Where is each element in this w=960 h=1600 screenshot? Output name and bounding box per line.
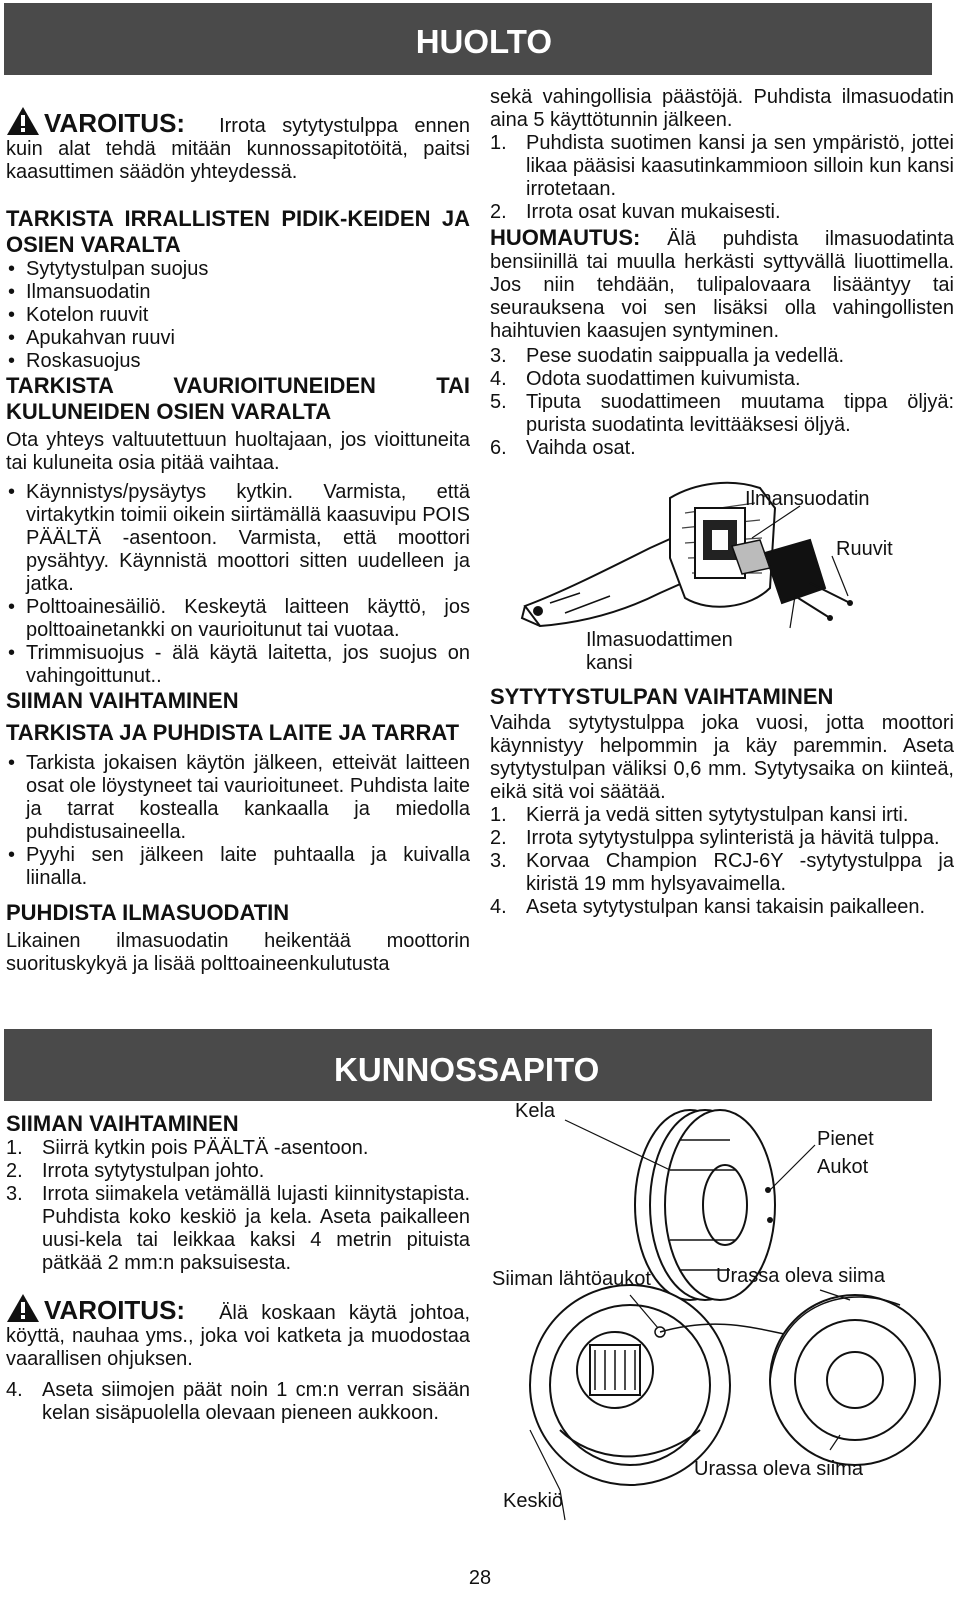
line-replacement-steps-a	[6, 1137, 470, 1275]
left-column-maintenance	[6, 102, 470, 976]
list-item: • Tarkista jokaisen käytön jälkeen, etteivät laitteen osat ole löystyneet tai vaurioituneet. Puhdista laite ja tarrat kostealla kankaalla ja miedolla puhdistusaineella.	[6, 752, 470, 844]
check-clean-list	[6, 752, 470, 890]
step-text: Pese suodatin saippualla ja vedellä.	[526, 345, 844, 367]
step-text: Tiputa suodattimeen muutama tippa öljyä: purista suodatinta levittääksesi öljyä.	[526, 391, 954, 436]
air-filter-steps-a	[490, 132, 954, 224]
step-number: 5.	[490, 391, 507, 413]
section-title-2: KUNNOSSAPITO	[334, 1051, 600, 1088]
step-item	[490, 132, 954, 201]
step-item	[490, 850, 954, 896]
step-item	[6, 1160, 470, 1183]
step-number: 1.	[490, 804, 507, 826]
warning-text-2: Älä koskaan käytä johtoa, köyttä, nauhaa yms., joka voi katketa ja muodostaa vaarallisen ohjuksen.	[6, 1302, 470, 1370]
label-screws: Ruuvit	[836, 538, 893, 560]
step-item	[490, 368, 954, 391]
step-item	[490, 827, 954, 850]
list-item: • Ilmansuodatin	[6, 281, 470, 304]
warning-icon	[6, 1293, 40, 1323]
step-number: 1.	[490, 132, 507, 154]
warning-paragraph-2	[6, 1289, 470, 1371]
note-paragraph	[490, 226, 954, 343]
hub-drawing	[530, 1285, 730, 1520]
loose-parts-list	[6, 258, 470, 373]
label-small-holes-line1: Pienet	[817, 1128, 874, 1150]
section-title: HUOLTO	[415, 23, 552, 60]
warning-label: VAROITUS:	[44, 108, 186, 138]
warning-text: Irrota sytytystulppa ennen kuin alat tehdä mitään kunnossapitotöitä, paitsi kaasuttimen säädön yhteydessä.	[6, 115, 470, 183]
step-text: Vaihda osat.	[526, 437, 636, 459]
step-text: Aseta sytytystulpan kansi takaisin paikalleen.	[526, 896, 926, 918]
section-banner-huolto	[4, 3, 932, 75]
step-item	[490, 896, 954, 919]
damaged-parts-list	[6, 481, 470, 688]
label-hub: Keskiö	[503, 1490, 564, 1512]
page-number: 28	[468, 1567, 492, 1589]
step-item	[6, 1137, 470, 1160]
spark-plug-steps	[490, 804, 954, 919]
step-item	[490, 391, 954, 437]
label-filter-cover-line2: kansi	[586, 652, 633, 674]
spool-drawing	[770, 1290, 940, 1465]
step-number: 4.	[490, 368, 507, 390]
label-filter-cover-line1: Ilmasuodattimen	[586, 629, 733, 651]
step-number: 4.	[6, 1379, 23, 1401]
heading-check-clean: TARKISTA JA PUHDISTA LAITE JA TARRAT	[6, 720, 460, 745]
air-filter-paragraph: Likainen ilmasuodatin heikentää moottorin suorituskykyä ja lisää polttoaineenkulutusta	[6, 930, 470, 975]
step-item	[6, 1379, 470, 1425]
step-number: 4.	[490, 896, 507, 918]
right-column-maintenance	[490, 86, 954, 460]
step-number: 6.	[490, 437, 507, 459]
trimmer-head-diagram	[520, 1100, 950, 1550]
spark-plug-paragraph: Vaihda sytytystulppa joka vuosi, jotta moottori käynnistyy helpommin ja käy paremmin. Aseta sytytystulpan väliksi 0,6 mm. Sytytysaika on kiinteä, eikä sitä voi säätää.	[490, 712, 954, 803]
step-number: 3.	[490, 850, 507, 872]
heading-loose-parts: TARKISTA IRRALLISTEN PIDIK-KEIDEN JA OSIEN VARALTA	[6, 206, 470, 257]
label-air-filter: Ilmansuodatin	[745, 488, 870, 510]
list-item: • Sytytystulpan suojus	[6, 258, 470, 281]
heading-clean-air-filter: PUHDISTA ILMASUODATIN	[6, 900, 290, 925]
list-item: • Käynnistys/pysäytys kytkin. Varmista, että virtakytkin toimii oikein siirtämällä kaasuvipu POIS PÄÄLTÄ -asentoon. Varmista, että moottori pysähtyy. Käynnistä moottori sitten uudelleen ja jatka.	[6, 481, 470, 596]
step-text: Siirrä kytkin pois PÄÄLTÄ -asentoon.	[42, 1137, 369, 1159]
section-banner-kunnossapito	[4, 1029, 932, 1101]
list-item: • Roskasuojus	[6, 350, 470, 373]
step-number: 3.	[490, 345, 507, 367]
spark-plug-section	[490, 684, 954, 919]
list-item: • Pyyhi sen jälkeen laite puhtaalla ja kuivalla liinalla.	[6, 844, 470, 890]
label-line-in-groove-top: Urassa oleva siima	[716, 1265, 885, 1287]
step-number: 1.	[6, 1137, 23, 1159]
step-number: 2.	[490, 201, 507, 223]
step-number: 3.	[6, 1183, 23, 1205]
step-text: Korvaa Champion RCJ-6Y -sytytystulppa ja kiristä 19 mm hylsyavaimella.	[526, 850, 954, 895]
label-filter-cover	[586, 629, 733, 675]
list-item: • Apukahvan ruuvi	[6, 327, 470, 350]
step-text: Puhdista suotimen kansi ja sen ympäristö, jottei likaa pääsisi kaasutinkammioon silloin kun kansi irrotetaan.	[526, 132, 954, 200]
step-item	[490, 345, 954, 368]
label-line-in-groove-bottom: Urassa oleva siima	[694, 1458, 863, 1480]
warning-icon	[6, 106, 40, 136]
list-item: • Kotelon ruuvit	[6, 304, 470, 327]
label-small-holes-line2: Aukot	[817, 1156, 869, 1178]
step-number: 2.	[490, 827, 507, 849]
list-item: • Polttoainesäiliö. Keskeytä laitteen käyttö, jos polttoainetankki on vaurioitunut tai vuotaa.	[6, 596, 470, 642]
list-item: • Trimmisuojus - älä käytä laitetta, jos suojus on vahingoittunut..	[6, 642, 470, 688]
air-filter-steps-b	[490, 345, 954, 460]
step-number: 2.	[6, 1160, 23, 1182]
step-text: Irrota siimakela vetämällä lujasti kiinnitystapista. Puhdista koko keskiö ja kela. Aseta paikalleen uusi-kela tai leikkaa kaksi 4 metrin pituista pätkää 2 mm:n paksuisesta.	[42, 1183, 470, 1274]
line-replacement-section	[6, 1111, 470, 1425]
line-replacement-steps-b	[6, 1379, 470, 1425]
step-item	[490, 437, 954, 460]
step-text: Irrota sytytystulpan johto.	[42, 1160, 265, 1182]
heading-damaged-parts: TARKISTA VAURIOITUNEIDEN TAI KULUNEIDEN OSIEN VARALTA	[6, 373, 470, 424]
note-label: HUOMAUTUS:	[490, 225, 641, 250]
step-text: Kierrä ja vedä sitten sytytystulpan kansi irti.	[526, 804, 909, 826]
heading-line-replacement-2: SIIMAN VAIHTAMINEN	[6, 1111, 239, 1136]
step-item	[6, 1183, 470, 1275]
heading-line-replacement: SIIMAN VAIHTAMINEN	[6, 688, 239, 713]
step-item	[490, 804, 954, 827]
step-text: Aseta siimojen päät noin 1 cm:n verran sisään kelan sisäpuolella olevaan pieneen aukkoon.	[42, 1379, 470, 1424]
warning-paragraph	[6, 102, 470, 184]
note-text: Älä puhdista ilmasuodatinta bensiinillä tai muulla herkästi syttyvällä liuottimella. Jos niin tehdään, tulipalovaara lisääntyy tai seurauksena voi sen lisäksi olla vahingollisten haihtuvien kaasujen syntyminen.	[490, 228, 954, 342]
step-text: Odota suodattimen kuivumista.	[526, 368, 801, 390]
label-line-exit-hole: Siiman lähtöaukot	[492, 1268, 651, 1290]
step-text: Irrota sytytystulppa sylinteristä ja hävitä tulppa.	[526, 827, 940, 849]
warning-label-2: VAROITUS:	[44, 1295, 186, 1325]
step-text: Irrota osat kuvan mukaisesti.	[526, 201, 781, 223]
step-item	[490, 201, 954, 224]
air-filter-paragraph-continued: sekä vahingollisia päästöjä. Puhdista ilmasuodatin aina 5 käyttötunnin jälkeen.	[490, 86, 954, 131]
air-filter-diagram	[520, 478, 950, 703]
label-reel: Kela	[515, 1100, 556, 1122]
damaged-parts-paragraph: Ota yhteys valtuutettuun huoltajaan, jos vioittuneita tai kuluneita osia pitää vaihtaa.	[6, 429, 470, 474]
heading-spark-plug: SYTYTYSTULPAN VAIHTAMINEN	[490, 684, 834, 709]
label-small-holes	[817, 1125, 874, 1181]
